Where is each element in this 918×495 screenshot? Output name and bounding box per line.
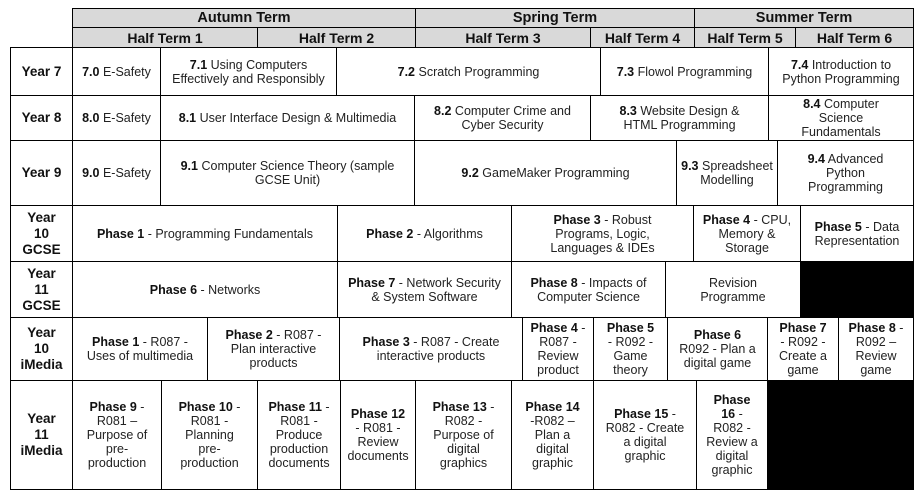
unit-cell: 7.2 Scratch Programming: [336, 47, 601, 96]
unit-cell: 7.4 Introduction to Python Programming: [768, 47, 914, 96]
half-term-header-4: [590, 27, 695, 48]
unit-cell: Phase 10 - R081 - Planning pre-production: [161, 380, 258, 490]
unit-cell: 7.0 E-Safety: [72, 47, 161, 96]
year-label: Year 7: [10, 47, 73, 96]
unit-cell: 9.1 Computer Science Theory (sample GCSE Unit): [160, 140, 415, 206]
term-label: Summer Term: [755, 10, 853, 26]
half-term-label: Half Term 1: [127, 29, 203, 46]
unit-cell: 9.0 E-Safety: [72, 140, 161, 206]
half-term-label: Half Term 6: [816, 29, 893, 46]
unit-cell: Phase 9 - R081 – Purpose of pre-production: [72, 380, 162, 490]
half-term-header-5: [694, 27, 796, 48]
unit-cell: 9.4 Advanced Python Programming: [777, 140, 914, 206]
unit-cell: Phase 3 - R087 - Create interactive products: [339, 317, 523, 381]
corner-cell: [10, 8, 73, 48]
unit-cell: 8.1 User Interface Design & Multimedia: [160, 95, 415, 141]
half-term-header-2: [257, 27, 416, 48]
unit-cell: Phase 7 - R092 - Create a game: [767, 317, 839, 381]
term-label: Autumn Term: [197, 10, 291, 26]
unit-cell: Phase 2 - Algorithms: [337, 205, 512, 262]
unit-cell: Phase 14 -R082 – Plan a digital graphic: [511, 380, 594, 490]
half-term-label: Half Term 4: [604, 29, 681, 46]
term-label: Spring Term: [512, 10, 598, 26]
unit-cell: 8.0 E-Safety: [72, 95, 161, 141]
unit-cell: Phase 4 - R087 - Review product: [522, 317, 594, 381]
unit-cell: Phase 16 - R082 - Review a digital graphic: [696, 380, 768, 490]
term-header-autumn: [72, 8, 416, 28]
unit-cell: 8.4 Computer Science Fundamentals: [768, 95, 914, 141]
blank-black-cell: [800, 261, 914, 318]
year-label: Year 10 GCSE: [10, 205, 73, 262]
term-header-summer: [694, 8, 914, 28]
unit-cell: Phase 13 - R082 - Purpose of digital graphics: [415, 380, 512, 490]
term-header-spring: [415, 8, 695, 28]
unit-cell: Phase 8 - Impacts of Computer Science: [511, 261, 666, 318]
half-term-header-1: [72, 27, 258, 48]
unit-cell: Phase 11 -R081 - Produce production documents: [257, 380, 341, 490]
year-label: Year 11 GCSE: [10, 261, 73, 318]
unit-cell: Phase 6 - Networks: [72, 261, 338, 318]
half-term-header-3: [415, 27, 591, 48]
unit-cell: 9.3 Spreadsheet Modelling: [676, 140, 778, 206]
unit-cell: Phase 8 - R092 – Review game: [838, 317, 914, 381]
unit-cell: Phase 3 - Robust Programs, Logic, Languages & IDEs: [511, 205, 694, 262]
unit-cell: Phase 4 - CPU, Memory & Storage: [693, 205, 801, 262]
unit-cell: Phase 2 - R087 - Plan interactive products: [207, 317, 340, 381]
year-label: Year 10 iMedia: [10, 317, 73, 381]
half-term-label: Half Term 3: [465, 29, 541, 46]
half-term-label: Half Term 2: [298, 29, 375, 46]
blank-black-cell: [767, 380, 914, 490]
unit-cell: 8.2 Computer Crime and Cyber Security: [414, 95, 591, 141]
half-term-header-6: [795, 27, 914, 48]
unit-cell: Phase 12 - R081 - Review documents: [340, 380, 416, 490]
unit-cell: 9.2 GameMaker Programming: [414, 140, 677, 206]
unit-cell: Phase 7 - Network Security & System Software: [337, 261, 512, 318]
year-label: Year 11 iMedia: [10, 380, 73, 490]
unit-cell: Phase 5 - Data Representation: [800, 205, 914, 262]
year-label: Year 8: [10, 95, 73, 141]
unit-cell: 8.3 Website Design & HTML Programming: [590, 95, 769, 141]
unit-cell: Phase 5 - R092 - Game theory: [593, 317, 668, 381]
half-term-label: Half Term 5: [707, 29, 783, 46]
unit-cell: 7.1 Using Computers Effectively and Responsibly: [160, 47, 337, 96]
unit-cell: Phase 1 - Programming Fundamentals: [72, 205, 338, 262]
unit-cell: Revision Programme: [665, 261, 801, 318]
unit-cell: Phase 1 - R087 - Uses of multimedia: [72, 317, 208, 381]
unit-cell: 7.3 Flowol Programming: [600, 47, 769, 96]
year-label: Year 9: [10, 140, 73, 206]
unit-cell: Phase 6 R092 - Plan a digital game: [667, 317, 768, 381]
unit-cell: Phase 15 - R082 - Create a digital graphic: [593, 380, 697, 490]
